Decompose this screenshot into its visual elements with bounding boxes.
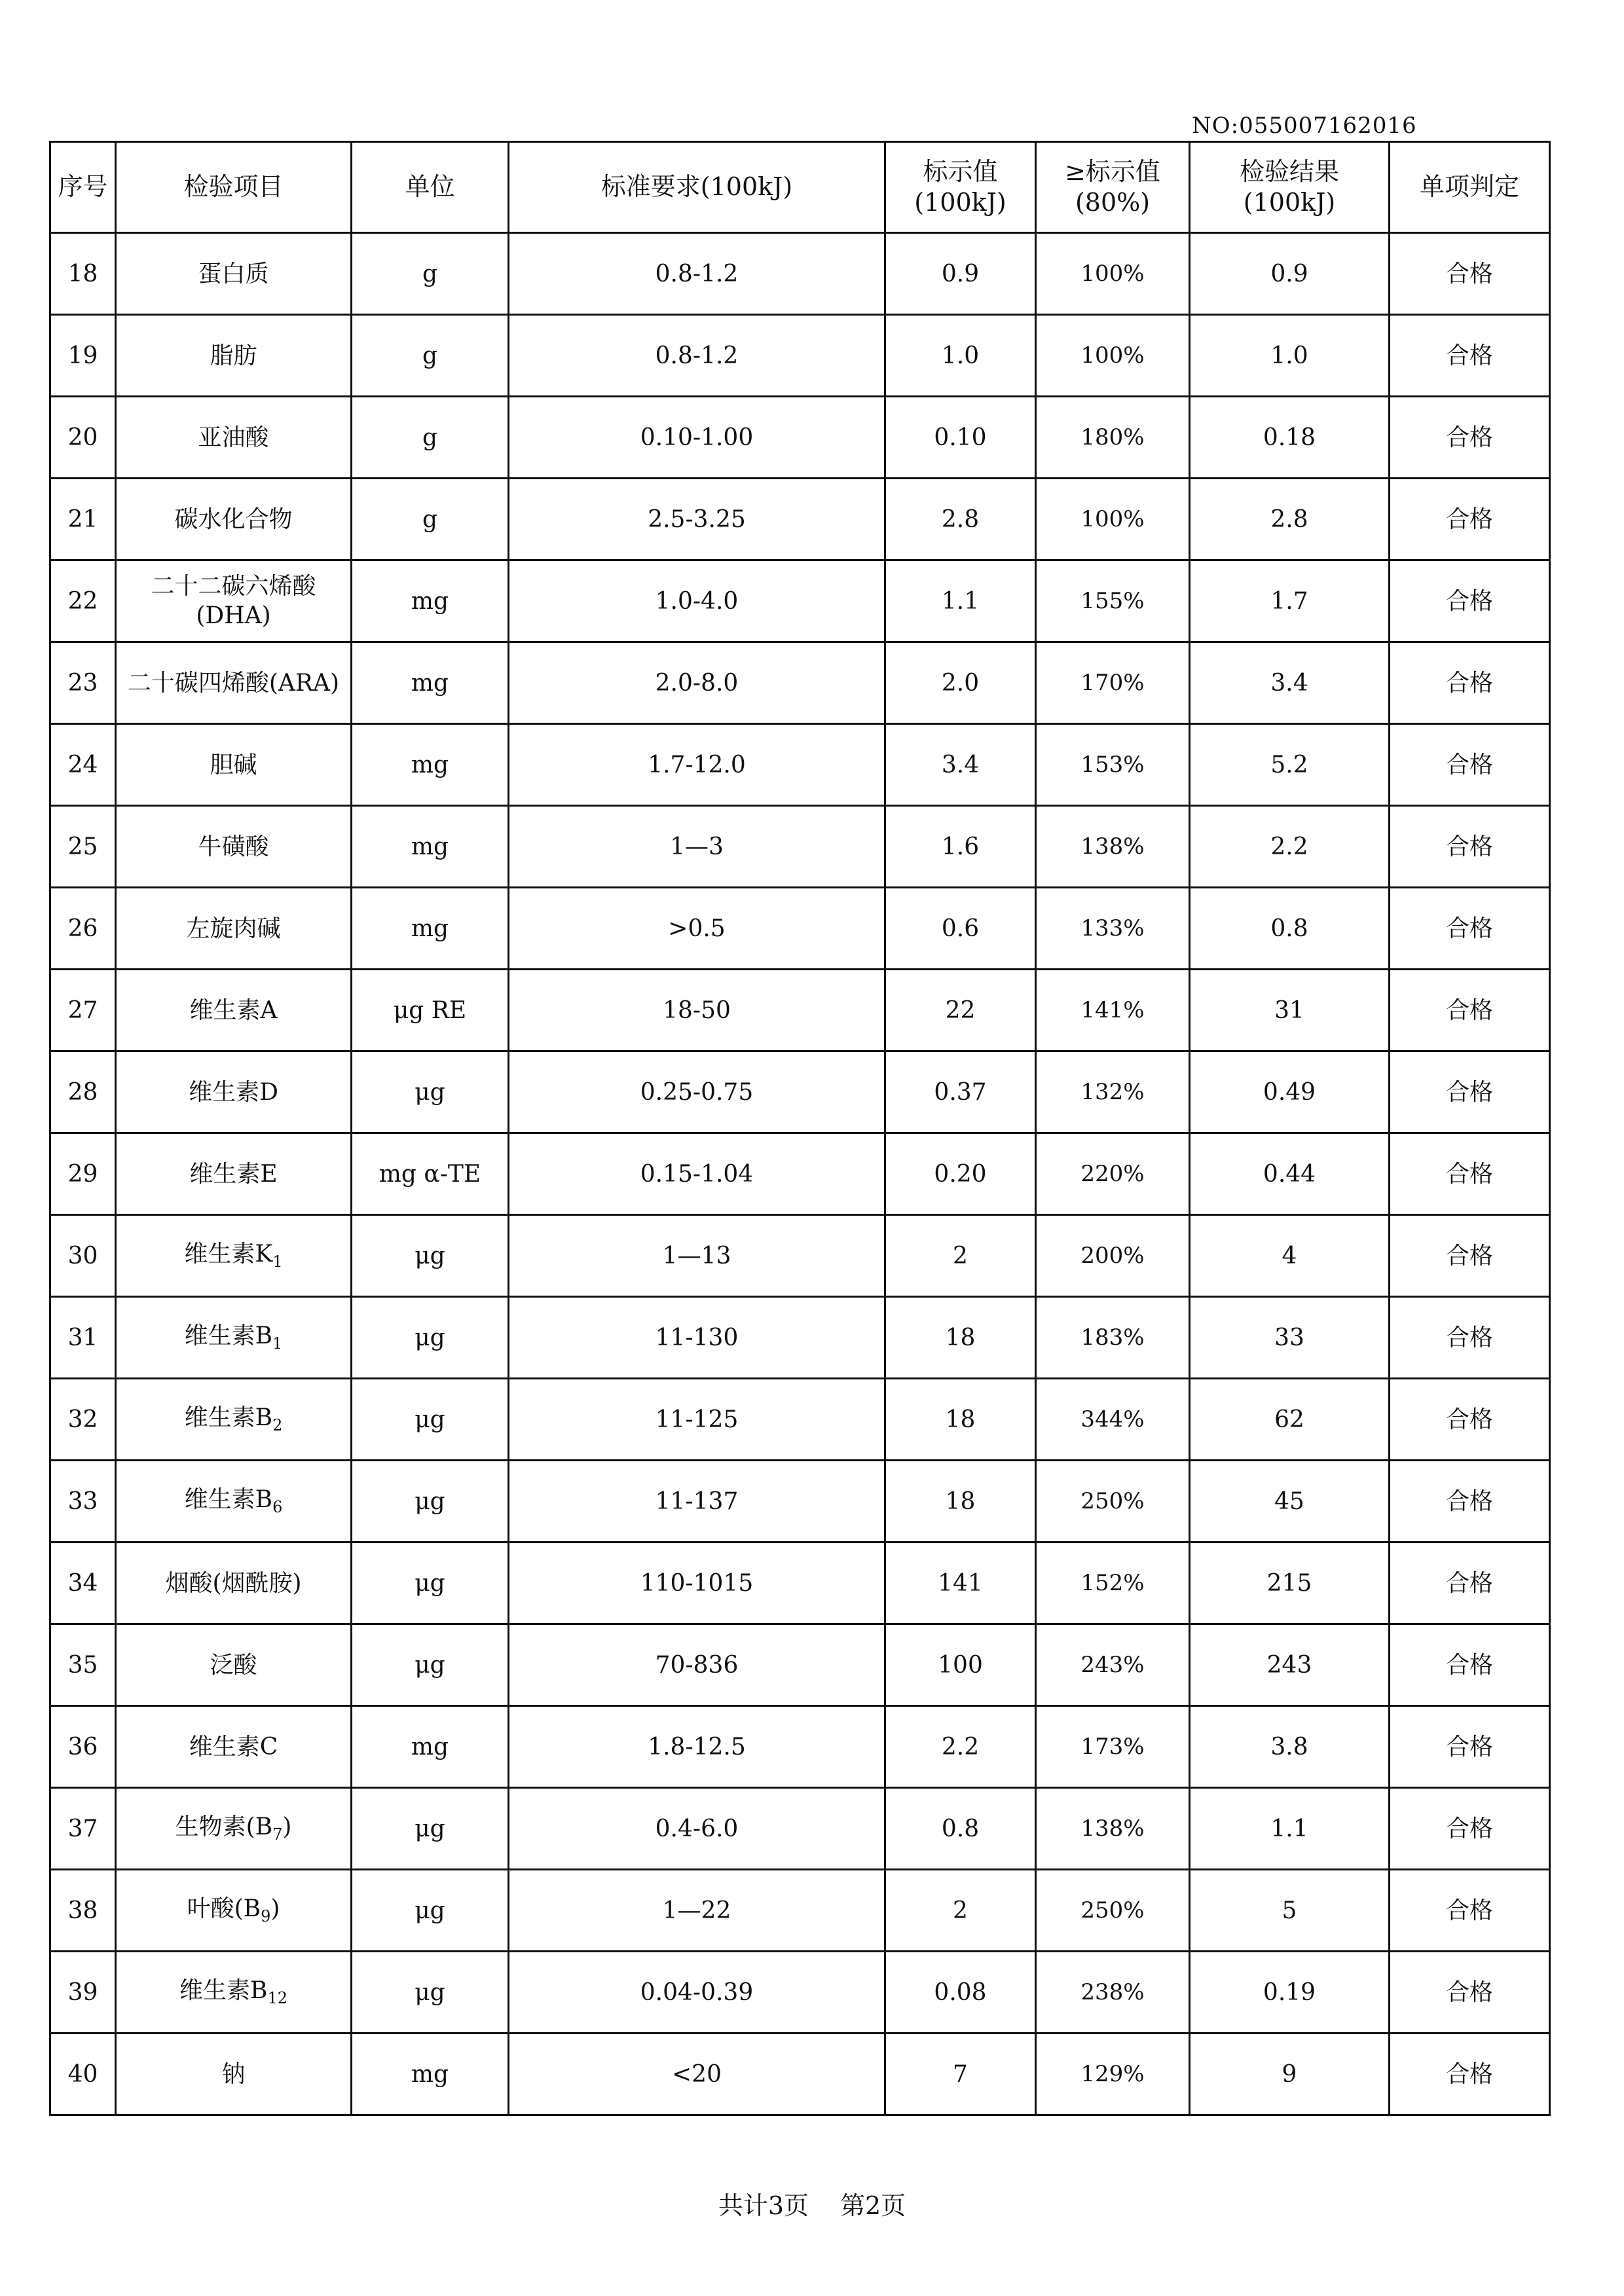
cell-verdict: 合格 [1390,1788,1550,1870]
cell-verdict: 合格 [1390,1051,1550,1133]
cell-verdict: 合格 [1390,1297,1550,1379]
cell-result: 5.2 [1190,724,1390,806]
cell-seq: 36 [50,1706,116,1788]
cell-standard: 18-50 [509,970,885,1051]
cell-verdict: 合格 [1390,1706,1550,1788]
cell-unit: g [352,397,509,479]
cell-item [116,479,352,560]
cell-labeled-value: 0.37 [885,1051,1036,1133]
header-seq: 序号 [50,142,116,233]
footer-total-pages: 共计3页 [718,2191,809,2220]
cell-unit: μg [352,1215,509,1297]
cell-unit: μg [352,1542,509,1624]
cell-result: 45 [1190,1461,1390,1542]
cell-standard: 1.8-12.5 [509,1706,885,1788]
cell-standard: 0.04-0.39 [509,1952,885,2033]
cell-unit: μg [352,1788,509,1870]
item-suffix: ) [282,1813,292,1841]
item-name-text: 脂肪 [210,342,257,369]
item-subscript: 7 [272,1825,283,1844]
cell-labeled-value: 7 [885,2033,1036,2115]
cell-seq: 34 [50,1542,116,1624]
cell-unit: μg [352,1624,509,1706]
table-row [50,315,1550,397]
cell-seq: 31 [50,1297,116,1379]
cell-unit: mg [352,1706,509,1788]
cell-labeled-value: 2.8 [885,479,1036,560]
table-row [50,724,1550,806]
cell-standard: 1.7-12.0 [509,724,885,806]
cell-labeled-value: 2.0 [885,642,1036,724]
item-name-text: 维生素B [184,1404,273,1432]
inspection-table [49,141,1551,2116]
item-name-text: 维生素B [179,1977,268,2005]
cell-seq: 27 [50,970,116,1051]
table-row [50,1788,1550,1870]
cell-verdict: 合格 [1390,479,1550,560]
item-name-text: 叶酸(B [187,1895,261,1923]
cell-unit: μg [352,1051,509,1133]
cell-item [116,1297,352,1379]
cell-result: 0.44 [1190,1133,1390,1215]
cell-standard: 110-1015 [509,1542,885,1624]
cell-standard: 11-130 [509,1297,885,1379]
cell-standard: 0.10-1.00 [509,397,885,479]
cell-result: 0.19 [1190,1952,1390,2033]
cell-unit: mg [352,560,509,642]
item-name-text: 维生素E [189,1160,278,1188]
cell-seq: 28 [50,1051,116,1133]
cell-unit: g [352,479,509,560]
cell-unit: μg [352,1870,509,1952]
table-row [50,233,1550,315]
cell-result: 3.4 [1190,642,1390,724]
cell-percent: 129% [1036,2033,1190,2115]
item-name-text: 蛋白质 [198,260,269,287]
cell-seq: 30 [50,1215,116,1297]
cell-seq: 23 [50,642,116,724]
cell-percent: 243% [1036,1624,1190,1706]
cell-standard: 0.8-1.2 [509,315,885,397]
cell-labeled-value: 18 [885,1461,1036,1542]
cell-labeled-value: 0.20 [885,1133,1036,1215]
cell-seq: 22 [50,560,116,642]
cell-result: 33 [1190,1297,1390,1379]
cell-result: 2.8 [1190,479,1390,560]
cell-labeled-value: 18 [885,1297,1036,1379]
item-subscript: 1 [272,1252,283,1271]
cell-seq: 40 [50,2033,116,2115]
cell-percent: 132% [1036,1051,1190,1133]
cell-standard: 1—13 [509,1215,885,1297]
table-row [50,1297,1550,1379]
header-verdict: 单项判定 [1390,142,1550,233]
cell-labeled-value: 18 [885,1379,1036,1461]
cell-item [116,1461,352,1542]
cell-standard: 0.15-1.04 [509,1133,885,1215]
cell-verdict: 合格 [1390,888,1550,970]
cell-item [116,560,352,642]
cell-seq: 26 [50,888,116,970]
cell-item [116,397,352,479]
cell-unit: mg [352,724,509,806]
cell-percent: 200% [1036,1215,1190,1297]
cell-verdict: 合格 [1390,1542,1550,1624]
cell-item [116,724,352,806]
cell-seq: 38 [50,1870,116,1952]
cell-verdict: 合格 [1390,233,1550,315]
item-name-text: 维生素K [184,1241,273,1268]
cell-standard: 1—3 [509,806,885,888]
cell-unit: μg RE [352,970,509,1051]
cell-result: 31 [1190,970,1390,1051]
item-subscript: 1 [272,1334,283,1353]
cell-item [116,1133,352,1215]
cell-labeled-value: 0.08 [885,1952,1036,2033]
cell-labeled-value: 2 [885,1215,1036,1297]
cell-labeled-value: 3.4 [885,724,1036,806]
cell-percent: 170% [1036,642,1190,724]
cell-labeled-value: 2 [885,1870,1036,1952]
cell-verdict: 合格 [1390,2033,1550,2115]
cell-standard: 0.8-1.2 [509,233,885,315]
table-header-row [50,142,1550,233]
cell-verdict: 合格 [1390,970,1550,1051]
cell-percent: 133% [1036,888,1190,970]
item-name-text: 泛酸 [210,1651,257,1679]
cell-seq: 35 [50,1624,116,1706]
item-name-text: 牛磺酸 [198,833,269,860]
footer-current-page: 第2页 [840,2191,906,2220]
cell-percent: 100% [1036,315,1190,397]
cell-item [116,315,352,397]
item-name-text: 二十二碳六烯酸 (DHA) [151,573,316,629]
header-item: 检验项目 [116,142,352,233]
cell-verdict: 合格 [1390,806,1550,888]
item-name-text: 维生素B [184,1486,273,1514]
table-body [50,233,1550,2115]
cell-verdict: 合格 [1390,1870,1550,1952]
cell-seq: 33 [50,1461,116,1542]
cell-item [116,1788,352,1870]
cell-item [116,1051,352,1133]
cell-verdict: 合格 [1390,1379,1550,1461]
cell-result: 0.8 [1190,888,1390,970]
cell-seq: 18 [50,233,116,315]
cell-unit: μg [352,1952,509,2033]
cell-item [116,1215,352,1297]
cell-percent: 183% [1036,1297,1190,1379]
table-row [50,970,1550,1051]
cell-percent: 100% [1036,233,1190,315]
cell-verdict: 合格 [1390,560,1550,642]
cell-standard: 2.0-8.0 [509,642,885,724]
cell-result: 1.7 [1190,560,1390,642]
cell-result: 2.2 [1190,806,1390,888]
item-name-text: 二十碳四烯酸(ARA) [127,669,340,697]
table-row [50,642,1550,724]
cell-unit: mg [352,2033,509,2115]
cell-standard: >0.5 [509,888,885,970]
item-name-text: 胆碱 [210,751,257,778]
header-standard: 标准要求(100kJ) [509,142,885,233]
cell-result: 3.8 [1190,1706,1390,1788]
cell-result: 0.18 [1190,397,1390,479]
cell-seq: 37 [50,1788,116,1870]
cell-percent: 155% [1036,560,1190,642]
item-subscript: 12 [267,1989,287,2008]
cell-standard: 0.25-0.75 [509,1051,885,1133]
cell-verdict: 合格 [1390,1133,1550,1215]
cell-item [116,642,352,724]
table-row [50,397,1550,479]
cell-item [116,233,352,315]
cell-seq: 29 [50,1133,116,1215]
cell-labeled-value: 0.8 [885,1788,1036,1870]
item-name-text: 维生素D [189,1078,278,1106]
cell-result: 5 [1190,1870,1390,1952]
table-row [50,560,1550,642]
cell-result: 9 [1190,2033,1390,2115]
page-footer [0,2185,1624,2221]
cell-percent: 220% [1036,1133,1190,1215]
table-row [50,479,1550,560]
cell-labeled-value: 2.2 [885,1706,1036,1788]
item-name-text: 左旋肉碱 [186,915,281,942]
cell-labeled-value: 1.0 [885,315,1036,397]
cell-item [116,1870,352,1952]
cell-standard: 1—22 [509,1870,885,1952]
cell-verdict: 合格 [1390,724,1550,806]
cell-unit: μg [352,1461,509,1542]
cell-unit: mg [352,888,509,970]
cell-percent: 138% [1036,806,1190,888]
cell-verdict: 合格 [1390,1952,1550,2033]
cell-verdict: 合格 [1390,315,1550,397]
item-subscript: 6 [272,1498,283,1517]
header-result: 检验结果 (100kJ) [1190,142,1390,233]
header-unit: 单位 [352,142,509,233]
cell-unit: g [352,315,509,397]
cell-unit: μg [352,1379,509,1461]
cell-standard: 11-137 [509,1461,885,1542]
item-name-text: 维生素A [189,996,278,1024]
cell-seq: 19 [50,315,116,397]
cell-seq: 39 [50,1952,116,2033]
item-name-text: 维生素C [189,1733,278,1760]
cell-standard: 70-836 [509,1624,885,1706]
table-row [50,1542,1550,1624]
table-row [50,1215,1550,1297]
cell-labeled-value: 0.10 [885,397,1036,479]
table-row [50,1379,1550,1461]
cell-result: 4 [1190,1215,1390,1297]
header-labeled-value: 标示值 (100kJ) [885,142,1036,233]
cell-standard: <20 [509,2033,885,2115]
cell-result: 243 [1190,1624,1390,1706]
cell-unit: mg α-TE [352,1133,509,1215]
cell-seq: 32 [50,1379,116,1461]
cell-percent: 250% [1036,1461,1190,1542]
cell-labeled-value: 141 [885,1542,1036,1624]
cell-result: 62 [1190,1379,1390,1461]
table-row [50,888,1550,970]
cell-verdict: 合格 [1390,1624,1550,1706]
cell-verdict: 合格 [1390,397,1550,479]
cell-labeled-value: 0.9 [885,233,1036,315]
cell-percent: 138% [1036,1788,1190,1870]
cell-percent: 238% [1036,1952,1190,2033]
item-subscript: 9 [261,1907,271,1926]
table-row [50,1624,1550,1706]
cell-verdict: 合格 [1390,1215,1550,1297]
cell-verdict: 合格 [1390,1461,1550,1542]
item-name-text: 碳水化合物 [174,505,293,533]
item-name-text: 钠 [221,2060,246,2088]
cell-percent: 180% [1036,397,1190,479]
cell-standard: 1.0-4.0 [509,560,885,642]
cell-seq: 25 [50,806,116,888]
cell-seq: 20 [50,397,116,479]
item-name-text: 烟酸(烟酰胺) [165,1569,302,1597]
cell-percent: 152% [1036,1542,1190,1624]
cell-item [116,888,352,970]
table-row [50,1706,1550,1788]
cell-unit: mg [352,806,509,888]
cell-item [116,1624,352,1706]
table-row [50,1461,1550,1542]
cell-result: 1.1 [1190,1788,1390,1870]
item-name-text: 亚油酸 [198,424,269,451]
table-row [50,2033,1550,2115]
cell-labeled-value: 1.6 [885,806,1036,888]
cell-item [116,2033,352,2115]
cell-result: 0.49 [1190,1051,1390,1133]
cell-labeled-value: 0.6 [885,888,1036,970]
cell-result: 0.9 [1190,233,1390,315]
cell-unit: g [352,233,509,315]
cell-percent: 153% [1036,724,1190,806]
cell-standard: 11-125 [509,1379,885,1461]
table-row [50,806,1550,888]
cell-item [116,970,352,1051]
cell-labeled-value: 1.1 [885,560,1036,642]
cell-standard: 0.4-6.0 [509,1788,885,1870]
cell-verdict: 合格 [1390,642,1550,724]
cell-percent: 141% [1036,970,1190,1051]
header-percent: ≥标示值 (80%) [1036,142,1190,233]
cell-seq: 21 [50,479,116,560]
item-name-text: 生物素(B [175,1813,273,1841]
item-subscript: 2 [272,1416,283,1435]
table-row [50,1952,1550,2033]
cell-labeled-value: 100 [885,1624,1036,1706]
cell-unit: mg [352,642,509,724]
cell-item [116,806,352,888]
cell-standard: 2.5-3.25 [509,479,885,560]
cell-seq: 24 [50,724,116,806]
cell-percent: 344% [1036,1379,1190,1461]
cell-percent: 100% [1036,479,1190,560]
cell-result: 1.0 [1190,315,1390,397]
report-number: NO:055007162016 [1192,113,1417,139]
cell-result: 215 [1190,1542,1390,1624]
cell-unit: μg [352,1297,509,1379]
table-row [50,1133,1550,1215]
cell-percent: 173% [1036,1706,1190,1788]
cell-item [116,1542,352,1624]
item-name-text: 维生素B [184,1322,273,1350]
cell-item [116,1379,352,1461]
cell-labeled-value: 22 [885,970,1036,1051]
table-row [50,1051,1550,1133]
cell-item [116,1952,352,2033]
cell-item [116,1706,352,1788]
cell-percent: 250% [1036,1870,1190,1952]
table-row [50,1870,1550,1952]
item-suffix: ) [270,1895,280,1923]
